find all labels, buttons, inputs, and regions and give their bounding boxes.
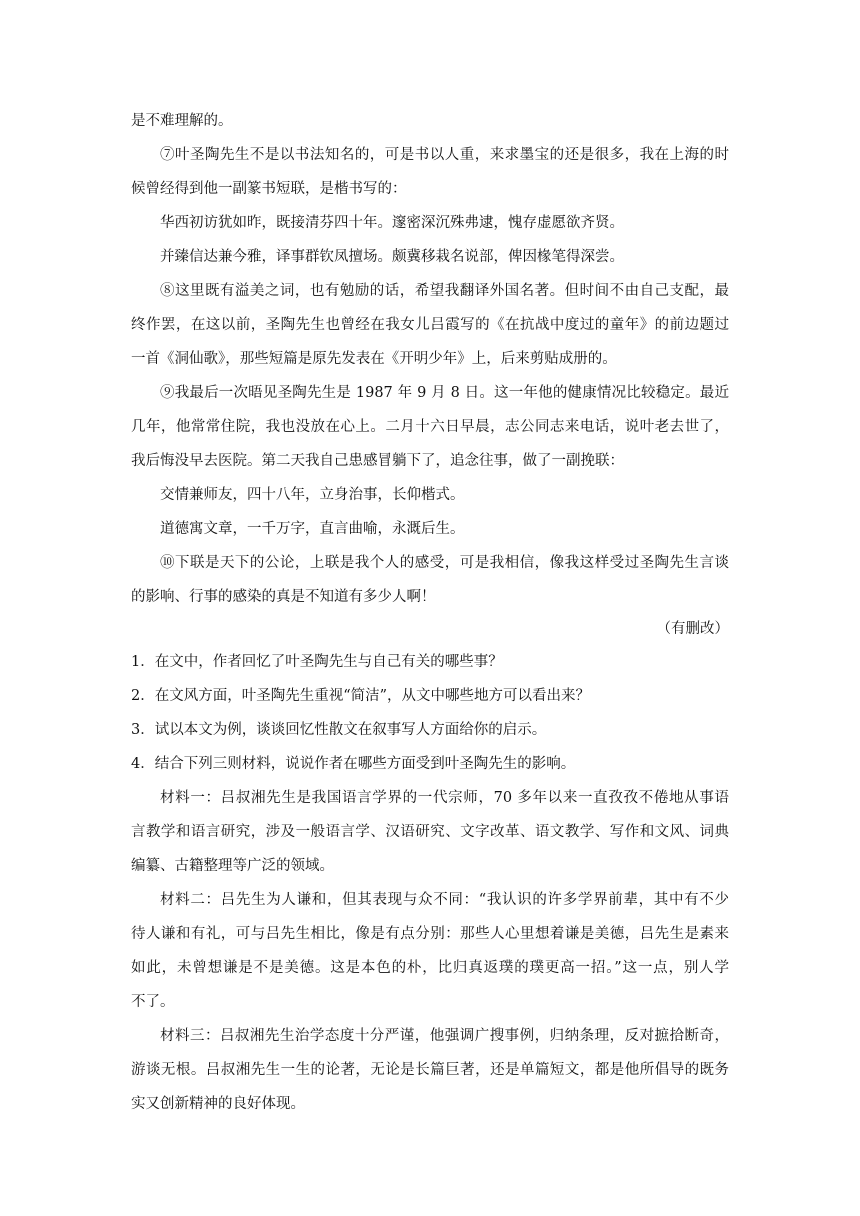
material-1-line-3: 编纂、古籍整理等广泛的领域。: [131, 858, 334, 874]
material-1-line-1: 材料一：吕叔湘先生是我国语言学界的一代宗师，70 多年以来一直孜孜不倦地从事语: [160, 790, 729, 806]
question-2: 2．在文风方面，叶圣陶先生重视“简洁”，从文中哪些地方可以看出来？: [131, 688, 591, 704]
paragraph-10-line-1: ⑩下联是天下的公论，上联是我个人的感受，可是我相信，像我这样受过圣陶先生言谈: [160, 555, 729, 571]
material-2-line-1: 材料二：吕先生为人谦和，但其表现与众不同：“我认识的许多学界前辈，其中有不少: [160, 892, 729, 908]
paragraph-7-line-1: ⑦叶圣陶先生不是以书法知名的，可是书以人重，来求墨宝的还是很多，我在上海的时: [160, 147, 729, 163]
material-2-line-2: 待人谦和有礼，可与吕先生相比，像是有点分别：那些人心里想着谦是美德，吕先生是素来: [131, 926, 729, 942]
material-3-line-3: 实又创新精神的良好体现。: [131, 1096, 305, 1112]
paragraph-10-line-2: 的影响、行事的感染的真是不知道有多少人啊！: [131, 589, 436, 605]
material-3-line-1: 材料三：吕叔湘先生治学态度十分严谨，他强调广搜事例，归纳条理，反对摭拾断奇，: [160, 1028, 729, 1044]
paragraph-8-line-3: 一首《洞仙歌》，那些短篇是原先发表在《开明少年》上，后来剪贴成册的。: [131, 351, 617, 367]
paragraph-7-line-2: 候曾经得到他一副篆书短联，是楷书写的：: [131, 181, 407, 197]
material-2-line-3: 如此，未曾想谦是不是美德。这是本色的朴，比归真返璞的璞更高一招。”这一点，别人学: [131, 960, 729, 976]
question-4: 4．结合下列三则材料，说说作者在哪些方面受到叶圣陶先生的影响。: [131, 756, 576, 772]
paragraph-line: 是不难理解的。: [131, 113, 233, 129]
question-1: 1．在文中，作者回忆了叶圣陶先生与自己有关的哪些事？: [131, 654, 503, 670]
paragraph-8-line-1: ⑧这里既有溢美之词，也有勉励的话，希望我翻译外国名著。但时间不由自己支配，最: [160, 283, 729, 299]
paragraph-8-line-2: 终作罢，在这以前，圣陶先生也曾经在我女儿吕霞写的《在抗战中度过的童年》的前边题过: [131, 317, 729, 333]
paragraph-9-line-2: 几年，他常常住院，我也没放在心上。二月十六日早晨，志公同志来电话，说叶老去世了，: [131, 419, 729, 435]
couplet-2-line-1: 交情兼师友，四十八年，立身治事，长仰楷式。: [160, 487, 465, 503]
couplet-2-line-2: 道德寓文章，一千万字，直言曲喻，永溉后生。: [160, 521, 465, 537]
couplet-1-line-1: 华西初访犹如昨，既接清芬四十年。邃密深沉殊弗逮，愧存虚愿欲齐贤。: [160, 215, 624, 231]
material-2-line-4: 不了。: [131, 994, 175, 1010]
source-note: （有删改）: [656, 621, 729, 637]
paragraph-9-line-3: 我后悔没早去医院。第二天我自己患感冒躺下了，追念往事，做了一副挽联：: [131, 453, 624, 469]
couplet-1-line-2: 并臻信达兼今雅，译事群钦凤擅场。颇冀移栽名说部，俾因椽笔得深尝。: [160, 249, 624, 265]
paragraph-9-line-1: ⑨我最后一次晤见圣陶先生是 1987 年 9 月 8 日。这一年他的健康情况比较稳定。最近: [160, 385, 729, 401]
material-1-line-2: 言教学和语言研究，涉及一般语言学、汉语研究、文字改革、语文教学、写作和文风、词典: [131, 824, 729, 840]
question-3: 3．试以本文为例，谈谈回忆性散文在叙事写人方面给你的启示。: [131, 722, 547, 738]
material-3-line-2: 游谈无根。吕叔湘先生一生的论著，无论是长篇巨著，还是单篇短文，都是他所倡导的既务: [131, 1062, 729, 1078]
